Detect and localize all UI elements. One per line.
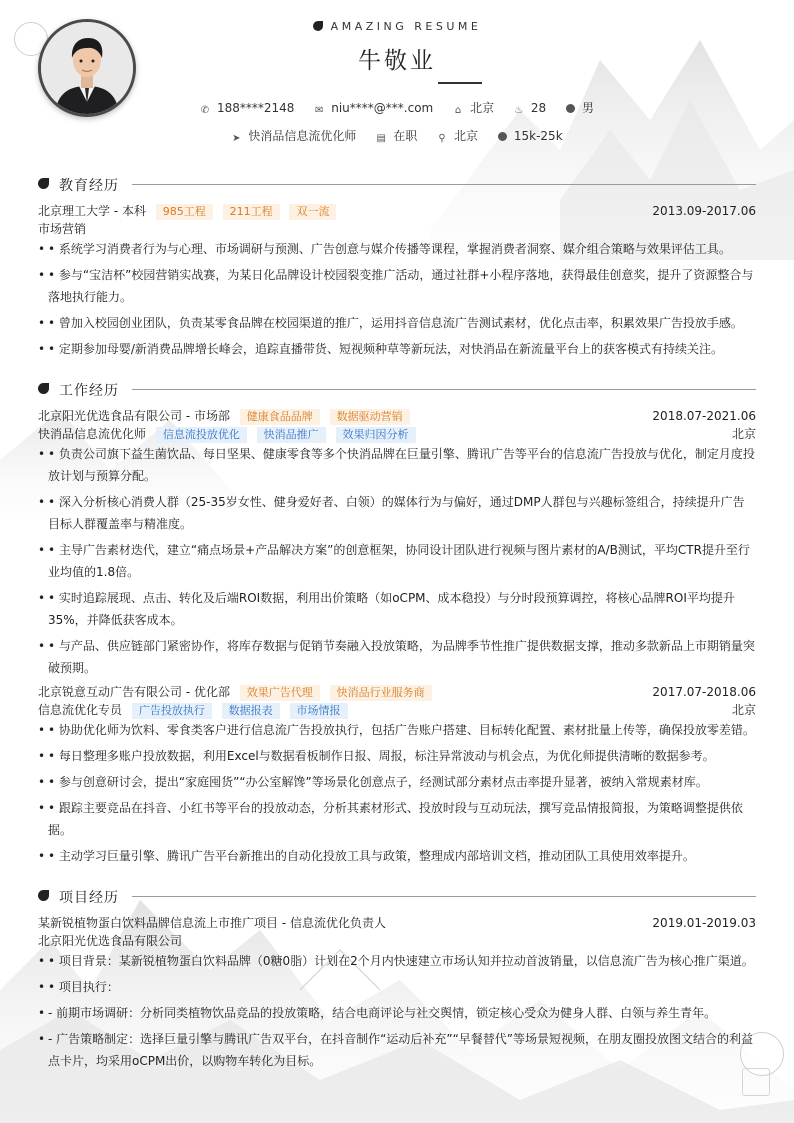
decorative-square [742, 1068, 770, 1096]
school-tag: 985工程 [156, 204, 213, 220]
project-name: 某新锐植物蛋白饮料品牌信息流上市推广项目 - 信息流优化负责人 [38, 916, 386, 930]
job-company-row [38, 408, 756, 425]
job-company-row [38, 684, 756, 701]
job-item: • • 跟踪主要竞品在抖音、小红书等平台的投放动态，分析其素材形式、投放时段与互动玩法，撰写竞品情报简报，为策略调整提供依据。 [38, 797, 756, 841]
gender-icon [566, 104, 575, 113]
role-tag: 信息流投放优化 [156, 427, 247, 443]
education-item: • • 参与“宝洁杯”校园营销实战赛，为某日化品牌设计校园裂变推广活动，通过社群+小程序落地，获得最佳创意奖，提升了资源整合与落地执行能力。 [38, 264, 756, 308]
job-role: 快消品信息流优化师 [38, 427, 147, 441]
section-divider [132, 184, 756, 185]
send-icon: ➤ [232, 133, 241, 144]
job-intent-row [0, 127, 794, 144]
phone-item: ✆ 188****2148 [200, 101, 295, 116]
project-company: 北京阳光优选食品有限公司 [38, 934, 183, 948]
job-item: • • 与产品、供应链部门紧密协作，将库存数据与促销节奏融入投放策略，为品牌季节性推广提供数据支撑，推动多款新品上市期销量突破预期。 [38, 635, 756, 679]
company-tag: 效果广告代理 [240, 685, 320, 701]
education-section-title: 教育经历 [38, 175, 756, 195]
cake-icon: ♨ [514, 105, 524, 116]
education-period: 2013.09-2017.06 [652, 204, 756, 218]
leaf-icon [38, 178, 49, 189]
phone-icon: ✆ [200, 105, 210, 116]
salary-item: 15k-25k [498, 129, 563, 143]
email-item: ✉ niu****@***.com [315, 101, 434, 116]
education-school-row [38, 203, 756, 220]
project-period: 2019.01-2019.03 [652, 916, 756, 930]
project-name-row [38, 915, 756, 931]
project-section-title: 项目经历 [38, 887, 756, 907]
leaf-icon [38, 383, 49, 394]
role-tag: 快消品推广 [257, 427, 326, 443]
project-item: • - 广告策略制定：选择巨量引擎与腾讯广告双平台，在抖音制作“运动后补充”“早餐替代”等场景短视频，在朋友圈投放图文结合的利益点卡片，均采用oCPM出价，以购物车转化为目标。 [38, 1028, 756, 1072]
target-job-item: ➤ 快消品信息流优化师 [232, 129, 357, 144]
section-divider [132, 896, 756, 897]
project-item: • - 前期市场调研：分析同类植物饮品竞品的投放策略，结合电商评论与社交舆情，锁定核心受众为健身人群、白领与养生青年。 [38, 1002, 756, 1024]
resume-tagline: AMAZING RESUME [0, 20, 794, 33]
company-name: 北京锐意互动广告有限公司 - 优化部 [38, 685, 230, 699]
contact-info-row [0, 99, 794, 116]
gender-item: 男 [566, 99, 594, 116]
leaf-icon [313, 21, 323, 31]
name-underline [438, 82, 482, 84]
section-divider [132, 389, 756, 390]
work-section-title: 工作经历 [38, 380, 756, 400]
job-item: • • 主动学习巨量引擎、腾讯广告平台新推出的自动化投放工具与政策，整理成内部培训文档，推动团队工具使用效率提升。 [38, 845, 756, 867]
job-item: • • 每日整理多账户投放数据，利用Excel与数据看板制作日报、周报，标注异常波动与机会点，为优化师提供清晰的数据参考。 [38, 745, 756, 767]
education-item: • • 曾加入校园创业团队，负责某零食品牌在校园渠道的推广，运用抖音信息流广告测试素材，优化点击率，积累效果广告投放手感。 [38, 312, 756, 334]
job-item: • • 负责公司旗下益生菌饮品、每日坚果、健康零食等多个快消品牌在巨量引擎、腾讯广告等平台的信息流广告投放与优化，制定月度投放计划与预算分配。 [38, 443, 756, 487]
company-tag: 数据驱动营销 [330, 409, 410, 425]
job-city: 北京 [731, 427, 756, 441]
company-tag: 快消品行业服务商 [330, 685, 432, 701]
job-item: • • 深入分析核心消费人群（25-35岁女性、健身爱好者、白领）的媒体行为与偏好，通过DMP人群包与兴趣标签组合，持续提升广告目标人群覆盖率与精准度。 [38, 491, 756, 535]
job-period: 2017.07-2018.06 [652, 685, 756, 699]
location-pin-icon: ⚲ [438, 133, 446, 144]
candidate-name: 牛敬业 [358, 48, 436, 74]
job-item: • • 参与创意研讨会，提出“家庭囤货”“办公室解馋”等场景化创意点子，经测试部分素材点击率提升显著，被纳入常规素材库。 [38, 771, 756, 793]
education-item: • • 定期参加母婴/新消费品牌增长峰会，追踪直播带货、短视频种草等新玩法，对快消品在新流量平台上的获客模式有持续关注。 [38, 338, 756, 360]
school-tag: 211工程 [223, 204, 280, 220]
age-item: ♨ 28 [514, 101, 547, 116]
role-tag: 广告投放执行 [132, 703, 212, 719]
leaf-icon [38, 890, 49, 901]
school-tag: 双一流 [289, 204, 336, 220]
role-tag: 效果归因分析 [336, 427, 416, 443]
job-item: • • 主导广告素材迭代，建立“痛点场景+产品解决方案”的创意框架，协同设计团队进行视频与图片素材的A/B测试，平均CTR提升至行业均值的1.8倍。 [38, 539, 756, 583]
job-item: • • 协助优化师为饮料、零食类客户进行信息流广告投放执行，包括广告账户搭建、目标转化配置、素材批量上传等，确保投放零差错。 [38, 719, 756, 741]
role-tag: 数据报表 [222, 703, 280, 719]
city-item: ⌂ 北京 [454, 101, 495, 116]
role-tag: 市场情报 [290, 703, 348, 719]
job-period: 2018.07-2021.06 [652, 409, 756, 423]
home-icon: ⌂ [454, 105, 462, 116]
project-item: • • 项目背景：某新锐植物蛋白饮料品牌（0糖0脂）计划在2个月内快速建立市场认知并拉动首波销量，以信息流广告为核心推广渠道。 [38, 950, 756, 972]
job-city: 北京 [731, 703, 756, 717]
company-name: 北京阳光优选食品有限公司 - 市场部 [38, 409, 230, 423]
job-role-row [38, 702, 756, 719]
job-role-row [38, 426, 756, 443]
project-item: • • 项目执行： [38, 976, 756, 998]
company-tag: 健康食品品牌 [240, 409, 320, 425]
job-item: • • 实时追踪展现、点击、转化及后端ROI数据，利用出价策略（如oCPM、成本稳投）与分时段预算调控，将核心品牌ROI平均提升35%，并降低获客成本。 [38, 587, 756, 631]
target-city-item: ⚲ 北京 [438, 129, 479, 144]
mail-icon: ✉ [315, 105, 324, 116]
school-name: 北京理工大学 - 本科 [38, 204, 146, 218]
education-major: 市场营销 [38, 222, 87, 236]
job-role: 信息流优化专员 [38, 703, 123, 717]
status-item: ▤ 在职 [376, 129, 418, 144]
money-icon [498, 132, 507, 141]
education-item: • • 系统学习消费者行为与心理、市场调研与预测、广告创意与媒介传播等课程，掌握消费者洞察、媒介组合策略与效果评估工具。 [38, 238, 756, 260]
briefcase-icon: ▤ [376, 133, 386, 144]
